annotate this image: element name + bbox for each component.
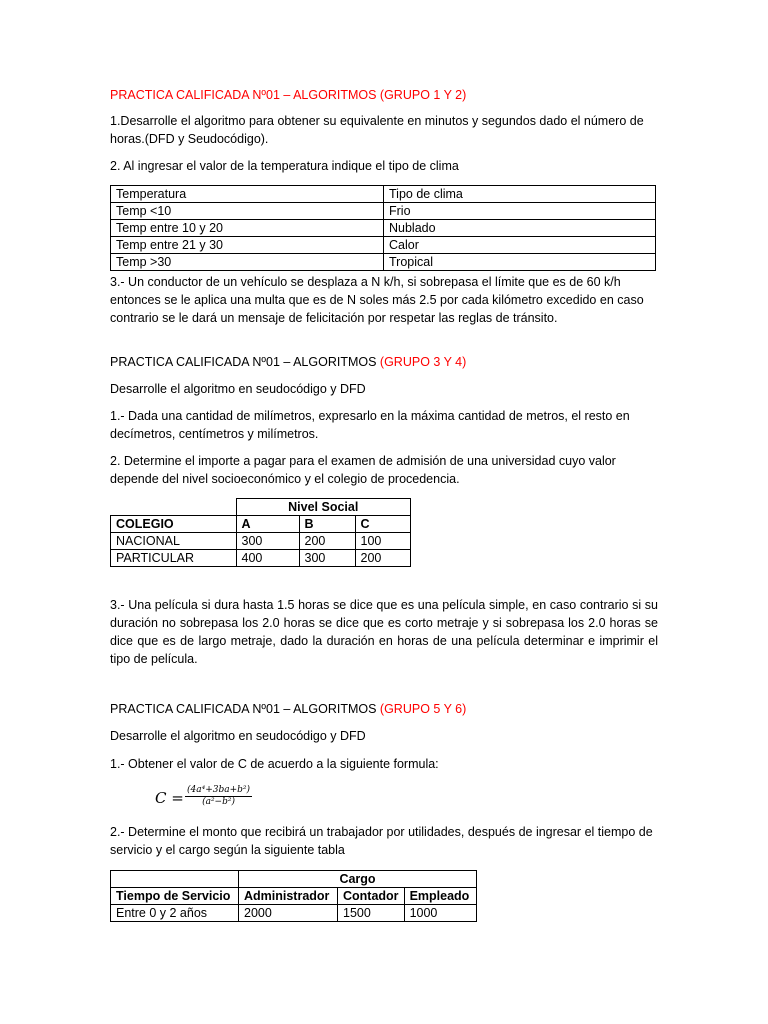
table-cell: 2000	[239, 905, 338, 922]
section2-question-2: 2. Determine el importe a pagar para el examen de admisión de una universidad cuyo valor depende del nivel socioeconómico y el colegio de procedencia.	[110, 454, 616, 486]
table-cell: Temp <10	[111, 203, 384, 220]
table-cell: 1500	[338, 905, 405, 922]
section2-title	[110, 353, 658, 371]
group-header-cell: Cargo	[239, 871, 477, 888]
table-cell: Temp entre 10 y 20	[111, 220, 384, 237]
section1-question-2: 2. Al ingresar el valor de la temperatura indique el tipo de clima	[110, 159, 459, 173]
section2-intro: Desarrolle el algoritmo en seudocódigo y DFD	[110, 382, 366, 396]
table-cell: Tropical	[384, 254, 656, 271]
formula-fraction	[185, 785, 252, 808]
table-cell: 1000	[404, 905, 476, 922]
table-row	[111, 550, 411, 567]
table-cell: PARTICULAR	[111, 550, 237, 567]
table-cell: 300	[299, 550, 355, 567]
section1-question-3: 3.- Un conductor de un vehículo se desplaza a N k/h, si sobrepasa el límite que es de 60 k/h entonces se le aplica una multa que es de N soles más 2.5 por cada kilómetro excedido en caso contrario se le dará un mensaje de felicitación por respetar las reglas de tránsito.	[110, 275, 644, 325]
table-cell: Calor	[384, 237, 656, 254]
header-cell: C	[355, 516, 411, 533]
section3-intro: Desarrolle el algoritmo en seudocódigo y DFD	[110, 729, 366, 743]
table-cell: Nublado	[384, 220, 656, 237]
profit-sharing-table	[110, 870, 477, 922]
table-header-row	[111, 888, 477, 905]
table-group-header-row	[111, 499, 411, 516]
table-cell: 100	[355, 533, 411, 550]
header-cell: Tipo de clima	[384, 186, 656, 203]
table-cell: 200	[355, 550, 411, 567]
table-cell: Frio	[384, 203, 656, 220]
section1-question-1: 1.Desarrolle el algoritmo para obtener su equivalente en minutos y segundos dado el número de horas.(DFD y Seudocódigo).	[110, 114, 644, 146]
table-cell: 400	[236, 550, 299, 567]
section3-title-prefix: PRACTICA CALIFICADA Nº01 – ALGORITMOS	[110, 702, 380, 716]
table-cell: NACIONAL	[111, 533, 237, 550]
table-row	[111, 905, 477, 922]
table-cell: 200	[299, 533, 355, 550]
section1-title: PRACTICA CALIFICADA Nº01 – ALGORITMOS (GRUPO 1 Y 2)	[110, 88, 467, 102]
header-cell: B	[299, 516, 355, 533]
section2-question-3: 3.- Una película si dura hasta 1.5 horas se dice que es una película simple, en caso contrario si su duración no sobrepasa los 2.0 horas se dice que es corto metraje y si sobrepasa los 2.0 horas se dice que es de largo metraje, dado la duración en horas de una película determinar e imprimir el tipo de película.	[110, 598, 658, 666]
table-row	[111, 533, 411, 550]
header-cell: Contador	[338, 888, 405, 905]
section3-question-2: 2.- Determine el monto que recibirá un trabajador por utilidades, después de ingresar el tiempo de servicio y el cargo según la siguiente tabla	[110, 825, 653, 857]
table-row	[111, 220, 656, 237]
empty-cell	[111, 499, 237, 516]
table-cell: Entre 0 y 2 años	[111, 905, 239, 922]
header-cell: Administrador	[239, 888, 338, 905]
table-header-row	[111, 186, 656, 203]
section2-title-group: (GRUPO 3 Y 4)	[379, 355, 467, 369]
climate-table	[110, 185, 656, 271]
header-cell: Empleado	[404, 888, 476, 905]
table-row	[111, 237, 656, 254]
table-header-row	[111, 516, 411, 533]
formula-denominator: (a²−b²)	[202, 797, 235, 807]
group-header-cell: Nivel Social	[236, 499, 411, 516]
section2-title-prefix: PRACTICA CALIFICADA Nº01 – ALGORITMOS	[110, 355, 380, 369]
section3-title	[110, 700, 658, 718]
table-row	[111, 254, 656, 271]
table-cell: Temp entre 21 y 30	[111, 237, 384, 254]
formula-numerator: (4a⁴+3ba+b²)	[187, 785, 251, 795]
header-cell: Temperatura	[111, 186, 384, 203]
admission-fee-table	[110, 498, 411, 567]
section2-question-1: 1.- Dada una cantidad de milímetros, expresarlo en la máxima cantidad de metros, el resto en decímetros, centímetros y milímetros.	[110, 409, 630, 441]
header-cell: A	[236, 516, 299, 533]
header-cell: COLEGIO	[111, 516, 237, 533]
header-cell: Tiempo de Servicio	[111, 888, 239, 905]
table-cell: Temp >30	[111, 254, 384, 271]
empty-cell	[111, 871, 239, 888]
formula-lhs: C =	[155, 789, 184, 807]
section3-question-1: 1.- Obtener el valor de C de acuerdo a la siguiente formula:	[110, 757, 439, 771]
table-row	[111, 203, 656, 220]
section3-title-group: (GRUPO 5 Y 6)	[379, 702, 467, 716]
table-cell: 300	[236, 533, 299, 550]
table-group-header-row	[111, 871, 477, 888]
